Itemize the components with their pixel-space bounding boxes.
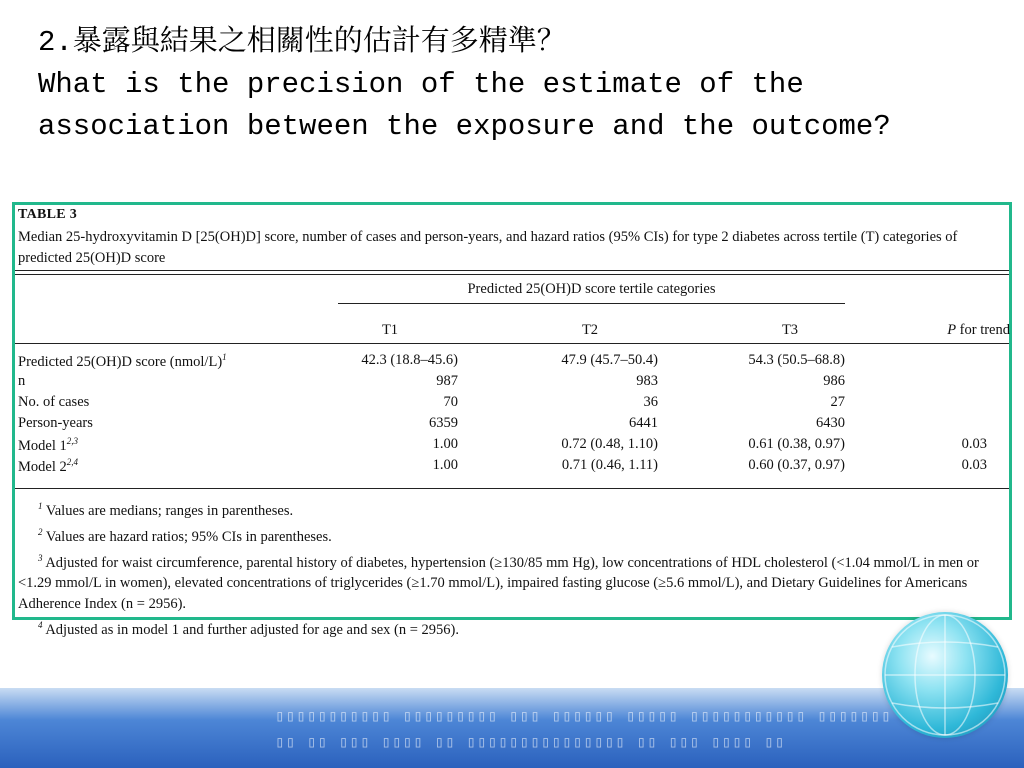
column-group-header: Predicted 25(OH)D score tertile categories — [467, 281, 716, 297]
cell-t3: 986 — [823, 373, 845, 389]
footnote-4-text: Adjusted as in model 1 and further adjusted for age and sex (n = 2956). — [45, 622, 459, 639]
row-label-text: Model 1 — [18, 437, 67, 454]
cell-t1: 70 — [443, 394, 458, 410]
table-image-frame — [12, 202, 1012, 639]
cell-t2: 47.9 (45.7–50.4) — [561, 352, 658, 368]
row-label-text: Predicted 25(OH)D score (nmol/L) — [18, 353, 223, 370]
cell-t3: 6430 — [816, 415, 845, 431]
cell-t3: 0.61 (0.38, 0.97) — [748, 436, 845, 452]
footer-decorative-glyphs: ▯▯▯▯▯▯▯▯▯▯▯ ▯▯▯▯▯▯▯▯▯ ▯▯▯ ▯▯▯▯▯▯ ▯▯▯▯▯ ▯▯▯▯▯▯▯▯▯▯▯ ▯▯▯▯▯▯▯ — [275, 706, 892, 725]
footer-decorative-glyphs: ▯▯ ▯▯ ▯▯▯ ▯▯▯▯ ▯▯ ▯▯▯▯▯▯▯▯▯▯▯▯▯▯▯ ▯▯ ▯▯▯ ▯▯▯▯ ▯▯ — [275, 732, 786, 751]
cell-t2: 0.71 (0.46, 1.11) — [561, 457, 658, 473]
for-trend-label: for trend — [956, 322, 1010, 338]
cell-t3: 27 — [830, 394, 845, 410]
cell-t2: 6441 — [629, 415, 658, 431]
row-label-text: n — [18, 373, 26, 389]
cell-t2: 0.72 (0.48, 1.10) — [561, 436, 658, 452]
table-top-rule — [15, 270, 1009, 271]
table-row — [15, 436, 1009, 457]
cell-t1: 987 — [436, 373, 458, 389]
cell-t3: 0.60 (0.37, 0.97) — [748, 457, 845, 473]
table-caption: Median 25-hydroxyvitamin D [25(OH)D] score, number of cases and person-years, and hazard ratios (95% CIs) for type 2 diabetes across tertile (T) categories of predicted 25(OH)D score — [18, 229, 958, 266]
row-label-text: No. of cases — [18, 394, 90, 410]
row-label — [18, 394, 89, 411]
table-label: TABLE 3 — [18, 207, 78, 222]
cell-p-trend: 0.03 — [961, 436, 987, 452]
cell-t2: 36 — [643, 394, 658, 410]
slide-title-line-2: What is the precision of the estimate of the — [38, 68, 804, 101]
column-header-t2: T2 — [581, 322, 599, 338]
table-row — [15, 352, 1009, 373]
row-label-superscript: 1 — [222, 352, 227, 362]
row-label — [18, 457, 78, 476]
footer-band — [0, 688, 1024, 768]
slide-title — [38, 22, 998, 148]
table-footnotes — [18, 496, 1008, 641]
row-label-text: Model 2 — [18, 458, 67, 475]
footnote-1 — [18, 496, 1008, 522]
footnote-1-mark: 1 — [38, 501, 43, 511]
footnote-4 — [18, 615, 1008, 641]
row-label-superscript: 2,4 — [66, 457, 78, 467]
cell-t1: 1.00 — [432, 436, 458, 452]
row-label-superscript: 2,3 — [66, 436, 78, 446]
slide-title-line-1: 2.暴露與結果之相關性的估計有多精準？ — [38, 26, 566, 59]
column-header-p-trend — [915, 322, 1010, 339]
cell-p-trend: 0.03 — [961, 457, 987, 473]
table-top-rule-double — [15, 274, 1009, 275]
row-label — [18, 436, 78, 455]
table-row — [15, 415, 1009, 436]
cell-t1: 42.3 (18.8–45.6) — [361, 352, 458, 368]
footnote-4-mark: 4 — [38, 620, 43, 631]
table-row — [15, 373, 1009, 394]
footnote-3-text: Adjusted for waist circumference, parental history of diabetes, hypertension (≥130/85 mm Hg), low concentrations of HDL cholesterol (<1.04 mmol/L in men or <1.29 mmol/L in women), elevated concentrations of triglycerides (≥1.70 mmol/L), impaired fasting glucose (≥5.6 mmol/L), and Dietary Guidelines for Americans Adherence Index (n = 2956). — [18, 554, 979, 613]
cell-t1: 6359 — [429, 415, 458, 431]
row-label — [18, 415, 93, 432]
table-header-rule — [15, 343, 1009, 344]
footnote-3 — [18, 548, 1008, 616]
table-row — [15, 457, 1009, 478]
column-group-rule — [338, 303, 845, 304]
footnote-2 — [18, 522, 1008, 548]
footnote-2-mark: 2 — [38, 526, 43, 537]
footnote-3-mark: 3 — [38, 552, 43, 563]
cell-t1: 1.00 — [432, 457, 458, 473]
footnote-1-text: Values are medians; ranges in parentheses. — [45, 502, 294, 519]
globe-icon — [882, 612, 1008, 738]
table-bottom-rule — [15, 488, 1009, 489]
table-row — [15, 394, 1009, 415]
cell-t3: 54.3 (50.5–68.8) — [748, 352, 845, 368]
row-label — [18, 373, 25, 390]
footnote-2-text: Values are hazard ratios; 95% CIs in parentheses. — [45, 528, 332, 545]
slide-title-line-3: association between the exposure and the outcome? — [38, 110, 891, 143]
cell-t2: 983 — [636, 373, 658, 389]
p-symbol: P — [947, 322, 957, 338]
row-label — [18, 352, 227, 371]
column-header-t3: T3 — [781, 322, 799, 338]
column-header-t1: T1 — [381, 322, 399, 338]
row-label-text: Person-years — [18, 415, 93, 431]
